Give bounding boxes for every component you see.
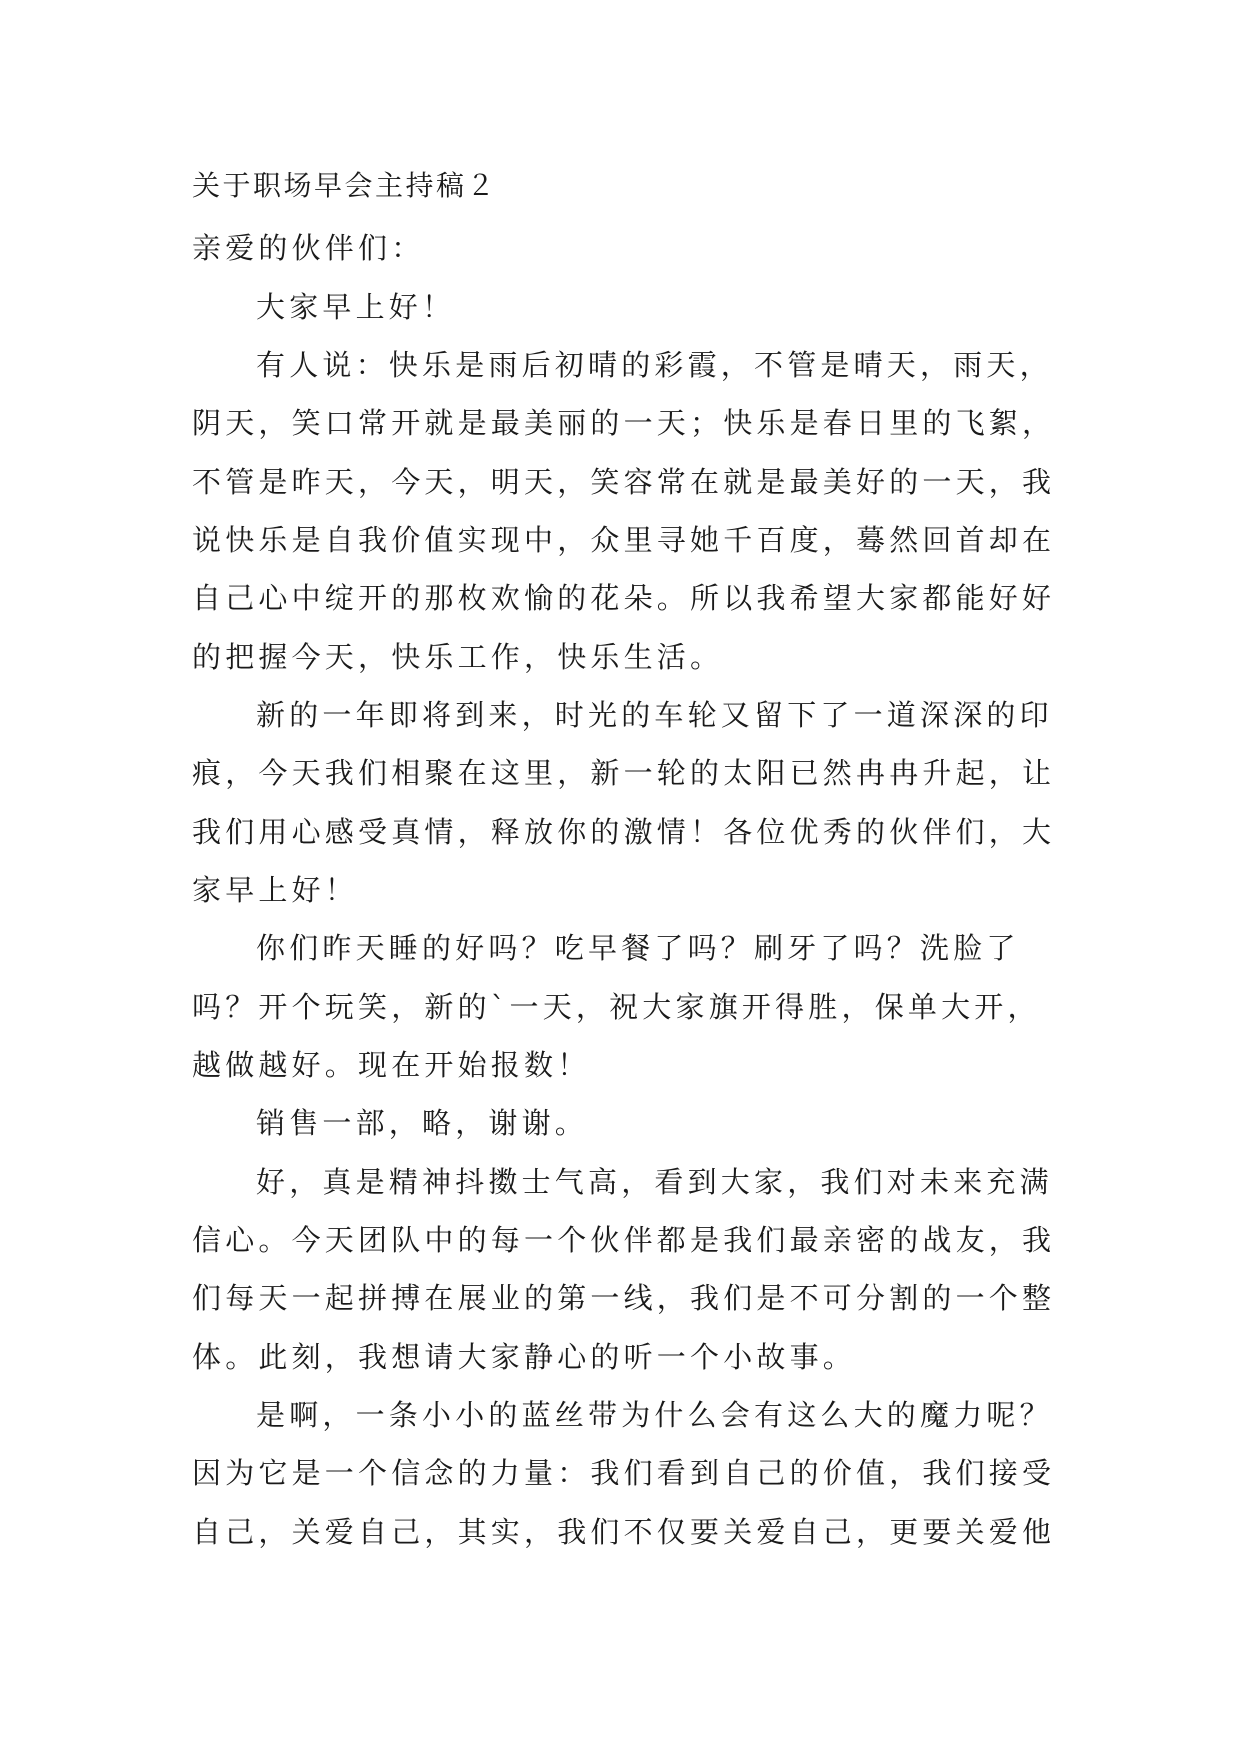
- paragraph-line: 阴天，笑口常开就是最美丽的一天；快乐是春日里的飞絮，: [192, 406, 1056, 440]
- paragraph-line: 不管是昨天，今天，明天，笑容常在就是最美好的一天，我: [192, 465, 1056, 499]
- paragraph-line: 自己，关爱自己，其实，我们不仅要关爱自己，更要关爱他: [192, 1515, 1056, 1549]
- paragraph-line: 好，真是精神抖擞士气高，看到大家，我们对未来充满: [256, 1165, 1053, 1199]
- paragraph-line: 越做越好。现在开始报数！: [192, 1048, 591, 1082]
- paragraph-line: 销售一部，略，谢谢。: [256, 1106, 589, 1140]
- paragraph-line: 体。此刻，我想请大家静心的听一个小故事。: [192, 1340, 857, 1374]
- paragraph-line: 你们昨天睡的好吗？吃早餐了吗？刷牙了吗？洗脸了: [256, 931, 1020, 965]
- paragraph-line: 新的一年即将到来，时光的车轮又留下了一道深深的印: [256, 698, 1053, 732]
- paragraph-line: 家早上好！: [192, 873, 359, 907]
- paragraph-line: 大家早上好！: [256, 290, 456, 324]
- paragraph-line: 痕，今天我们相聚在这里，新一轮的太阳已然冉冉升起，让: [192, 756, 1056, 790]
- paragraph-line: 我们用心感受真情，释放你的激情！各位优秀的伙伴们，大: [192, 815, 1056, 849]
- paragraph-line: 的把握今天，快乐工作，快乐生活。: [192, 640, 724, 674]
- paragraph-line: 们每天一起拼搏在展业的第一线，我们是不可分割的一个整: [192, 1281, 1056, 1315]
- paragraph-line: 有人说：快乐是雨后初晴的彩霞，不管是晴天，雨天，: [256, 348, 1053, 382]
- paragraph-line: 是啊，一条小小的蓝丝带为什么会有这么大的魔力呢？: [256, 1398, 1053, 1432]
- paragraph-line: 吗？开个玩笑，新的`一天，祝大家旗开得胜，保单大开，: [192, 990, 1041, 1024]
- paragraph-line: 因为它是一个信念的力量：我们看到自己的价值，我们接受: [192, 1456, 1056, 1490]
- document-title: 关于职场早会主持稿２: [192, 169, 498, 202]
- salutation: 亲爱的伙伴们：: [192, 231, 425, 265]
- paragraph-line: 自己心中绽开的那枚欢愉的花朵。所以我希望大家都能好好: [192, 581, 1056, 615]
- paragraph-line: 信心。今天团队中的每一个伙伴都是我们最亲密的战友，我: [192, 1223, 1056, 1257]
- paragraph-line: 说快乐是自我价值实现中，众里寻她千百度，蓦然回首却在: [192, 523, 1056, 557]
